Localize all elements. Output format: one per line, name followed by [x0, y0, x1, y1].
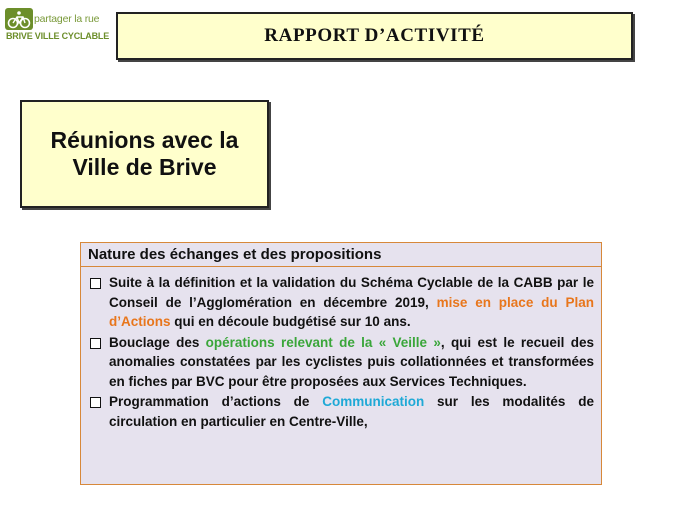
logo-tagline: partager la rue: [34, 13, 100, 25]
cyclist-icon: [5, 8, 33, 30]
item-text-post: qui en découle budgétisé sur 10 ans.: [170, 314, 411, 329]
checkbox-bullet-icon: [90, 338, 101, 349]
page-title: RAPPORT D’ACTIVITÉ: [116, 12, 633, 60]
section-title-box: [20, 100, 269, 208]
content-heading: Nature des échanges et des propositions: [88, 246, 382, 263]
content-panel: [80, 242, 602, 485]
section-title-line2: Ville de Brive: [72, 154, 217, 180]
item-text-pre: Programmation d’actions de: [109, 394, 323, 409]
item-text-pre: Suite à la définition et la validation du Schéma Cyclable de la CABB par le Conseil de l’Agglomération en décembre 2019,: [109, 275, 594, 310]
item-highlight: Communication: [322, 394, 425, 409]
heading-divider: [81, 266, 601, 267]
list-item: [88, 333, 594, 392]
item-text-post: , qui est le recueil des anomalies constatées par les cyclistes puis collationnées et transformées en fiches par BVC pour être proposées aux Services Techniques.: [109, 334, 594, 389]
checkbox-bullet-icon: [90, 278, 101, 289]
item-highlight: mise en place du Plan d’Actions: [109, 294, 594, 329]
logo-name: BRIVE VILLE CYCLABLE: [6, 31, 110, 41]
list-item: [88, 392, 594, 431]
brand-logo: [4, 8, 110, 44]
item-text-pre: Bouclage des: [109, 334, 206, 350]
item-highlight: opérations relevant de la « Veille »: [205, 334, 441, 350]
item-text-post: sur les modalités de circulation en particulier en Centre-Ville,: [109, 394, 594, 429]
checkbox-bullet-icon: [90, 397, 101, 408]
section-title-line1: Réunions avec la: [50, 127, 239, 153]
list-item: [88, 273, 594, 332]
bullet-list: [88, 273, 594, 431]
